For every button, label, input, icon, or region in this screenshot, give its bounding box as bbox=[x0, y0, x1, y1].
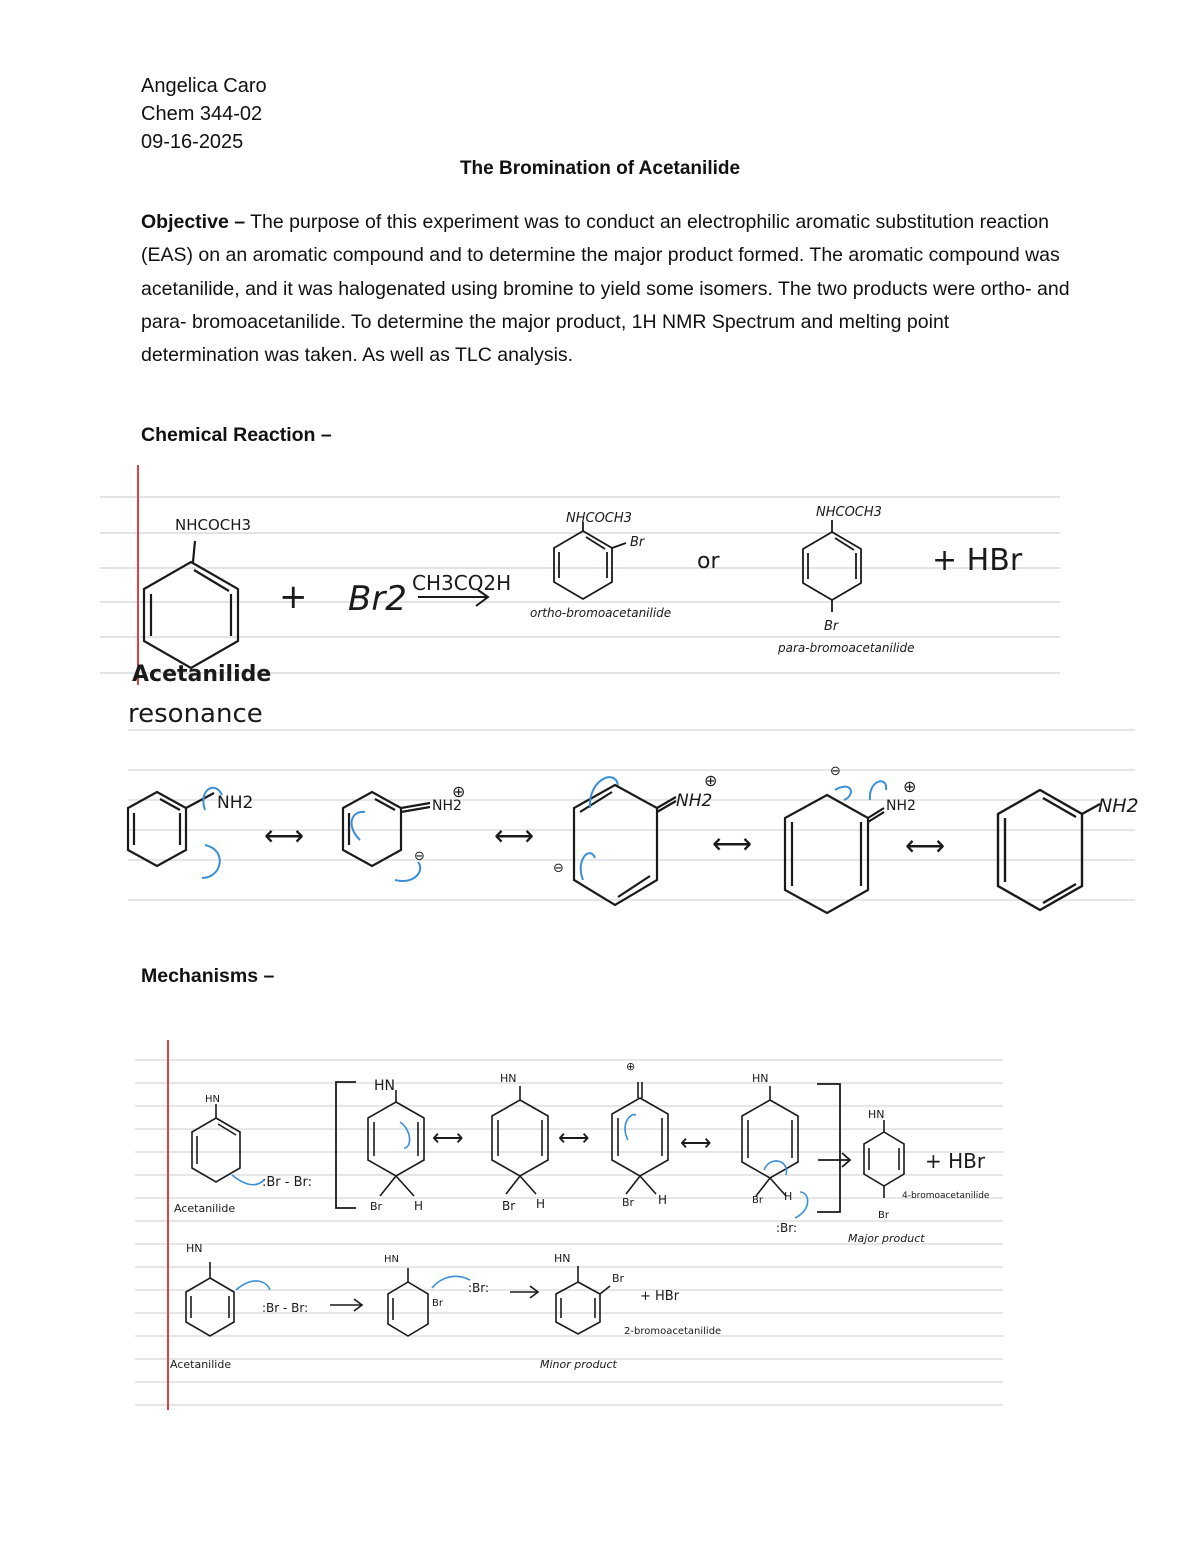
acetanilide-ring bbox=[144, 541, 238, 668]
para-br: Br bbox=[824, 619, 839, 634]
mech-arrow-4 bbox=[764, 1161, 787, 1175]
forward-arrow-3 bbox=[510, 1286, 538, 1298]
mech-bromine-1: :Br - Br: bbox=[262, 1175, 313, 1190]
solvent-label: CH3CO2H bbox=[412, 571, 512, 595]
mech-arrow-2 bbox=[400, 1122, 410, 1148]
mech-acetanilide-label-2: Acetanilide bbox=[170, 1358, 232, 1371]
res-arrow-2: ⟷ bbox=[494, 820, 535, 851]
section-mechanisms: Mechanisms – bbox=[141, 965, 275, 987]
para-name: para-bromoacetanilide bbox=[778, 641, 915, 655]
mech-acetanilide-ring-2 bbox=[186, 1262, 234, 1336]
arrow-6 bbox=[581, 853, 595, 880]
ruled-lines-resonance bbox=[128, 730, 1135, 900]
ortho-br: Br bbox=[630, 535, 645, 550]
ortho-sc-br: Br bbox=[432, 1298, 443, 1309]
sc4-br: Br bbox=[752, 1195, 763, 1206]
sc2-h: H bbox=[536, 1197, 546, 1211]
para-ring bbox=[803, 520, 861, 612]
sigma-complex-2 bbox=[492, 1086, 548, 1194]
sc2-br: Br bbox=[502, 1199, 516, 1213]
resonance-structure-4 bbox=[785, 795, 884, 913]
charge-minus-2: ⊖ bbox=[414, 849, 425, 864]
resonance-structure-1 bbox=[128, 792, 214, 866]
sigma-complex-4 bbox=[742, 1086, 798, 1196]
ortho-group: NHCOCH3 bbox=[566, 511, 632, 526]
ortho-hbr: + HBr bbox=[640, 1289, 680, 1304]
nh2-label-5: NH2 bbox=[1098, 795, 1139, 817]
mech-arrow-6 bbox=[236, 1281, 270, 1290]
nh2-label-1: NH2 bbox=[217, 793, 254, 813]
bracket-open bbox=[336, 1082, 356, 1208]
plus-sign: + bbox=[279, 577, 308, 617]
nh2-label-2: NH2 bbox=[432, 798, 462, 814]
ortho-name: ortho-bromoacetanilide bbox=[530, 606, 672, 620]
sc3-br: Br bbox=[622, 1196, 635, 1209]
res-arrow-1: ⟷ bbox=[264, 820, 305, 851]
ortho-prod-amide: HN bbox=[554, 1252, 571, 1265]
sigma-complex-3 bbox=[612, 1082, 668, 1194]
acetanilide-label: Acetanilide bbox=[132, 662, 272, 687]
mech-arrow-1 bbox=[232, 1175, 264, 1185]
mech-arrow-5 bbox=[795, 1192, 808, 1218]
sc2-amide: HN bbox=[500, 1072, 517, 1085]
sc1-h: H bbox=[414, 1199, 424, 1213]
report-date: 09-16-2025 bbox=[141, 131, 244, 153]
mech-arrow-7 bbox=[432, 1276, 470, 1288]
arrow-2 bbox=[202, 845, 220, 878]
ortho-prod-name: 2-bromoacetanilide bbox=[624, 1326, 722, 1337]
charge-plus-3: ⊕ bbox=[704, 771, 718, 790]
page-title: The Bromination of Acetanilide bbox=[459, 158, 741, 179]
sc4-amide: HN bbox=[752, 1072, 769, 1085]
para-prod-name: 4-bromoacetanilide bbox=[902, 1191, 990, 1201]
mech-acetanilide-label-1: Acetanilide bbox=[174, 1202, 236, 1215]
sc4-bromide: :Br: bbox=[776, 1221, 798, 1235]
ortho-sigma-complex bbox=[388, 1268, 428, 1336]
resonance-notebook bbox=[128, 699, 1139, 913]
mech-res-arrow-3: ⟷ bbox=[680, 1130, 712, 1155]
resonance-label: resonance bbox=[128, 699, 263, 729]
forward-arrow-1 bbox=[818, 1153, 850, 1167]
objective-label: Objective – bbox=[141, 211, 246, 233]
ortho-product bbox=[556, 1266, 610, 1334]
charge-plus-4: ⊕ bbox=[903, 777, 917, 796]
mech-amide-2: HN bbox=[186, 1242, 203, 1255]
mech-amide-1: HN bbox=[205, 1094, 220, 1105]
major-label: Major product bbox=[848, 1232, 925, 1245]
res-arrow-4: ⟷ bbox=[905, 830, 946, 861]
bromine-reagent: Br2 bbox=[348, 579, 407, 619]
resonance-structure-5 bbox=[998, 790, 1100, 910]
sc3-plus: ⊕ bbox=[626, 1060, 636, 1073]
para-hbr: + HBr bbox=[925, 1149, 986, 1173]
arrow-7 bbox=[835, 787, 851, 800]
sc3-h: H bbox=[658, 1193, 668, 1207]
section-chemical-reaction: Chemical Reaction – bbox=[141, 424, 332, 446]
author-name: Angelica Caro bbox=[141, 75, 267, 97]
objective-text: The purpose of this experiment was to conduct an electrophilic aromatic substitution reaction (EAS) on an aromatic compound and to determine the major product formed. The aromatic compound was acetanilide, and it was halogenated using bromine to yield some isomers. The two products were ortho- and para- bromoacetanilide. To determine the major product, 1H NMR Spectrum and melting point determination was taken. As well as TLC analysis. bbox=[141, 211, 1070, 367]
ortho-sc-amide: HN bbox=[384, 1254, 399, 1265]
sc1-amide: HN bbox=[374, 1078, 395, 1094]
mech-res-arrow-1: ⟷ bbox=[432, 1125, 464, 1150]
mech-bromine-2: :Br - Br: bbox=[262, 1301, 309, 1315]
minor-label: Minor product bbox=[540, 1358, 617, 1371]
charge-minus-3: ⊖ bbox=[553, 861, 564, 876]
bracket-close bbox=[817, 1084, 840, 1212]
arrow-8 bbox=[870, 781, 886, 800]
or-text: or bbox=[697, 549, 720, 574]
mech-acetanilide-ring-1 bbox=[192, 1104, 240, 1182]
arrow-4 bbox=[395, 862, 420, 881]
ortho-bromide: :Br: bbox=[468, 1281, 490, 1295]
arrow-3 bbox=[352, 812, 365, 840]
para-prod-amide: HN bbox=[868, 1108, 885, 1121]
mechanism-notebook bbox=[135, 1040, 1003, 1410]
sc4-h: H bbox=[784, 1190, 793, 1203]
mech-arrow-3 bbox=[625, 1115, 636, 1140]
course-code: Chem 344-02 bbox=[141, 103, 263, 125]
mech-res-arrow-2: ⟷ bbox=[558, 1125, 590, 1150]
para-group: NHCOCH3 bbox=[816, 505, 882, 520]
nh2-label-4: NH2 bbox=[886, 798, 916, 814]
forward-arrow-2 bbox=[330, 1299, 362, 1311]
res-arrow-3: ⟷ bbox=[712, 828, 753, 859]
hbr-byproduct: + HBr bbox=[932, 543, 1023, 578]
sc1-br: Br bbox=[370, 1200, 383, 1213]
ortho-prod-br: Br bbox=[612, 1272, 625, 1285]
nh2-label-3: NH2 bbox=[676, 791, 713, 811]
reaction-notebook bbox=[100, 465, 1060, 687]
charge-minus-4: ⊖ bbox=[830, 764, 841, 779]
mech-para-product bbox=[864, 1120, 904, 1198]
para-prod-br: Br bbox=[878, 1210, 889, 1221]
charge-plus-2: ⊕ bbox=[452, 782, 466, 801]
acetanilide-group: NHCOCH3 bbox=[175, 516, 252, 534]
